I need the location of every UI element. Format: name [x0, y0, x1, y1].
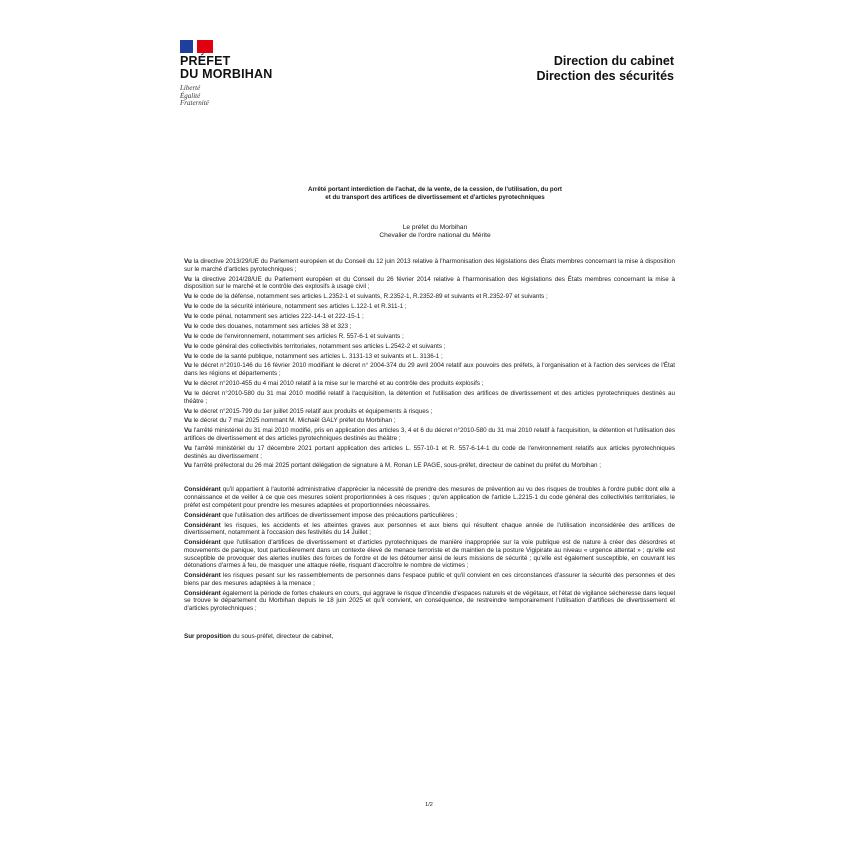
visa-paragraph-text: le code de la sécurité intérieure, notamment ses articles L.122-1 et R.311-1 ; [193, 303, 407, 311]
visa-paragraph-text: le code des douanes, notamment ses articles 38 et 323 ; [193, 322, 352, 330]
visa-paragraph-lead: Vu [184, 258, 192, 265]
visa-paragraph-text: le code pénal, notamment ses articles 222-14-1 et 222-15-1 ; [193, 312, 364, 320]
decree-body [184, 258, 675, 643]
visas-list [184, 258, 675, 470]
visa-paragraph [184, 390, 675, 405]
considerant-paragraph [184, 539, 675, 570]
motto-liberte: Liberté [180, 84, 201, 92]
visa-paragraph-lead: Vu [184, 389, 192, 397]
visa-paragraph [184, 258, 675, 273]
visa-paragraph [184, 408, 675, 416]
proposal-text: du sous-préfet, directeur de cabinet, [232, 633, 334, 641]
visa-paragraph [184, 276, 675, 291]
visa-paragraph-text: la directive 2014/28/UE du Parlement européen et du Conseil du 26 février 2014 relative à l'harmonisation des législations des États membres concernant la mise à disposition sur le marché et le contrôle des explosifs à usage civil ; [184, 275, 675, 291]
considerant-paragraph-text: les risques pesant sur les rassemblements de personnes dans l'espace public et qu'il convient en ces circonstances d'assurer la sécurité des personnes et des biens par des mesures adaptées à la menace ; [184, 572, 676, 587]
department-line-2: Direction des sécurités [536, 69, 674, 83]
visa-paragraph [184, 303, 675, 311]
department-header [536, 54, 674, 84]
visa-paragraph-text: le code général des collectivités territoriales, notamment ses articles L.2542-2 et suivants ; [193, 342, 446, 350]
decree-title-line-1: Arrêté portant interdiction de l'achat, de la vente, de la cession, de l'utilisation, du port [308, 186, 562, 193]
considerant-paragraph [184, 590, 675, 613]
page-number: 1/2 [425, 802, 433, 808]
prefet-logo [180, 40, 272, 108]
visa-paragraph [184, 445, 675, 460]
visa-paragraph-lead: Vu [184, 417, 192, 425]
visa-paragraph-lead: Vu [184, 312, 192, 320]
considerant-paragraph-lead: Considérant [184, 589, 221, 597]
department-line-1: Direction du cabinet [553, 54, 674, 68]
visa-paragraph-text: le décret du 7 mai 2025 nommant M. Michaël GALY préfet du Morbihan ; [193, 417, 396, 425]
visa-paragraph-text: l'arrêté ministériel du 17 décembre 2021 portant application des articles L. 557-10-1 et R. 557-6-14-1 du code de l'environnement relatifs aux articles pyrotechniques destinés au divertissement ; [184, 444, 675, 460]
considerant-paragraph [184, 522, 675, 537]
visa-paragraph-text: la directive 2013/29/UE du Parlement européen et du Conseil du 12 juin 2013 relative à l'harmonisation des législations des États membres concernant la mise à disposition sur le marché d'articles pyrotechniques ; [184, 258, 676, 273]
considerant-paragraph [184, 572, 675, 587]
proposal-paragraph [184, 633, 675, 641]
authority-line-1: Le préfet du Morbihan [402, 224, 468, 231]
marianne-flag-icon [180, 40, 213, 53]
visa-paragraph-lead: Vu [184, 362, 192, 370]
visa-paragraph-lead: Vu [184, 352, 192, 360]
visa-paragraph [184, 313, 675, 321]
considerant-paragraph-lead: Considérant [184, 486, 221, 494]
visa-paragraph-lead: Vu [184, 342, 192, 350]
visa-paragraph-text: le code de la défense, notamment ses articles L.2352-1 et suivants, R.2352-1, R.2352-89 et suivants et R.2352-97 et suivants ; [193, 293, 548, 301]
considerants-list [184, 486, 675, 612]
considerant-paragraph [184, 512, 675, 520]
visa-paragraph-text: le décret n°2010-455 du 4 mai 2010 relatif à la mise sur le marché et au contrôle des produits explosifs ; [193, 380, 484, 388]
visa-paragraph-lead: Vu [184, 303, 192, 311]
visa-paragraph [184, 417, 675, 425]
considerant-paragraph-lead: Considérant [184, 511, 221, 519]
visa-paragraph-lead: Vu [184, 407, 192, 415]
logo-line-2: DU MORBIHAN [180, 67, 273, 81]
visa-paragraph-lead: Vu [184, 444, 192, 452]
considerant-paragraph-text: qu'il appartient à l'autorité administrative d'apprécier la nécessité de prendre des mesures de prévention au vu des risques de troubles à l'ordre public dont elle a connaissance et de veiller à ce que ces mesures soient proportionnées à ces risques ; qu'en application de l'article L.2215-1 du code général des collectivités territoriales, le préfet est compétent pour prendre les mesures adaptées et proportionnées nécessaires. [184, 486, 675, 509]
visa-paragraph-lead: Vu [184, 427, 192, 435]
visa-paragraph-text: l'arrêté préfectoral du 26 mai 2025 portant délégation de signature à M. Ronan LE PAGE, sous-préfet, directeur de cabinet du préfet du Morbihan ; [193, 462, 602, 470]
visa-paragraph-lead: Vu [184, 293, 192, 301]
visa-paragraph [184, 427, 675, 442]
considerant-paragraph-text: que l'utilisation d'artifices de divertissement et d'articles pyrotechniques de manière inappropriée sur la voie publique est de nature à créer des désordres et mouvements de panique, tout particulièrement dans un contexte élevé de menace terroriste et de maintien de la posture Vigipirate au niveau « urgence attentat » ; qu'elle est susceptible de provoquer des alertes inutiles des forces de l'ordre et de les détourner ainsi de leurs missions de sécurité ; qu'elle est également susceptible, en couvrant les détonations d'armes à feu, de masquer une attaque réelle, risquant d'accroître le nombre de victimes ; [184, 539, 675, 570]
considerant-paragraph [184, 486, 675, 509]
visa-paragraph-text: l'arrêté ministériel du 31 mai 2010 modifié, pris en application des articles 3, 4 et 6 du décret n°2010-580 du 31 mai 2010 relatif à l'acquisition, la détention et l'utilisation des artifices de divertissement et des articles pyrotechniques destinés au théâtre ; [184, 427, 676, 442]
visa-paragraph [184, 353, 675, 361]
visa-paragraph [184, 362, 675, 377]
visa-paragraph [184, 462, 675, 470]
considerant-paragraph-text: également la période de fortes chaleurs en cours, qui aggrave le risque d'incendie d'espaces naturels et de végétaux, et l'état de vigilance sécheresse dans lequel se trouve le département du Morbihan depuis le 18 juin 2025 et qu'il convient, en conséquence, de restreindre temporairement l'utilisation d'artifices de divertissement et d'articles pyrotechniques ; [184, 589, 676, 613]
motto-egalite: Égalité [180, 91, 201, 100]
visa-paragraph-lead: Vu [184, 380, 192, 388]
visa-paragraph [184, 380, 675, 388]
decree-title-line-2: et du transport des artifices de divertissement et d'articles pyrotechniques [325, 194, 545, 201]
considerant-paragraph-text: que l'utilisation des artifices de divertissement impose des précautions particulières ; [222, 511, 458, 519]
considerant-paragraph-text: les risques, les accidents et les atteintes graves aux personnes et aux biens qui résultent chaque année de l'utilisation inconsidérée des artifices de divertissement, notamment à l'occasion des festivités du 14 Juillet ; [184, 521, 676, 537]
decree-title [230, 186, 640, 202]
visa-paragraph-lead: Vu [184, 332, 192, 340]
considerant-paragraph-lead: Considérant [184, 521, 221, 529]
authority-line-2: Chevalier de l'ordre national du Mérite [379, 232, 491, 240]
visa-paragraph-text: le code de l'environnement, notamment ses articles R. 557-6-1 et suivants ; [193, 332, 404, 340]
visa-paragraph-lead: Vu [184, 322, 192, 330]
motto-fraternite: Fraternité [180, 99, 209, 107]
considerant-paragraph-lead: Considérant [184, 572, 221, 580]
proposal-lead: Sur proposition [184, 633, 231, 641]
authority-block [230, 224, 640, 240]
visa-paragraph [184, 323, 675, 331]
visa-paragraph-text: le décret n°2015-799 du 1er juillet 2015 relatif aux produits et équipements à risques ; [193, 407, 433, 415]
visa-paragraph-lead: Vu [184, 275, 192, 283]
republic-motto [180, 85, 272, 108]
visa-paragraph [184, 343, 675, 351]
visa-paragraph-lead: Vu [184, 462, 192, 470]
visa-paragraph-text: le décret n°2010-146 du 16 février 2010 modifiant le décret n° 2004-374 du 29 avril 2004 relatif aux pouvoirs des préfets, à l'organisation et à l'action des services de l'État dans les régions et départements ; [184, 362, 675, 378]
considerant-paragraph-lead: Considérant [184, 539, 221, 547]
visa-paragraph-text: le décret n°2010-580 du 31 mai 2010 modifié relatif à l'acquisition, la détention et l'utilisation des artifices de divertissement et des articles pyrotechniques destinés au théâtre ; [184, 389, 675, 405]
visa-paragraph [184, 333, 675, 341]
logo-line-1: PRÉFET [180, 54, 231, 68]
visa-paragraph [184, 293, 675, 301]
visa-paragraph-text: le code de la santé publique, notamment ses articles L. 3131-13 et suivants et L. 3136-1 ; [193, 352, 443, 360]
